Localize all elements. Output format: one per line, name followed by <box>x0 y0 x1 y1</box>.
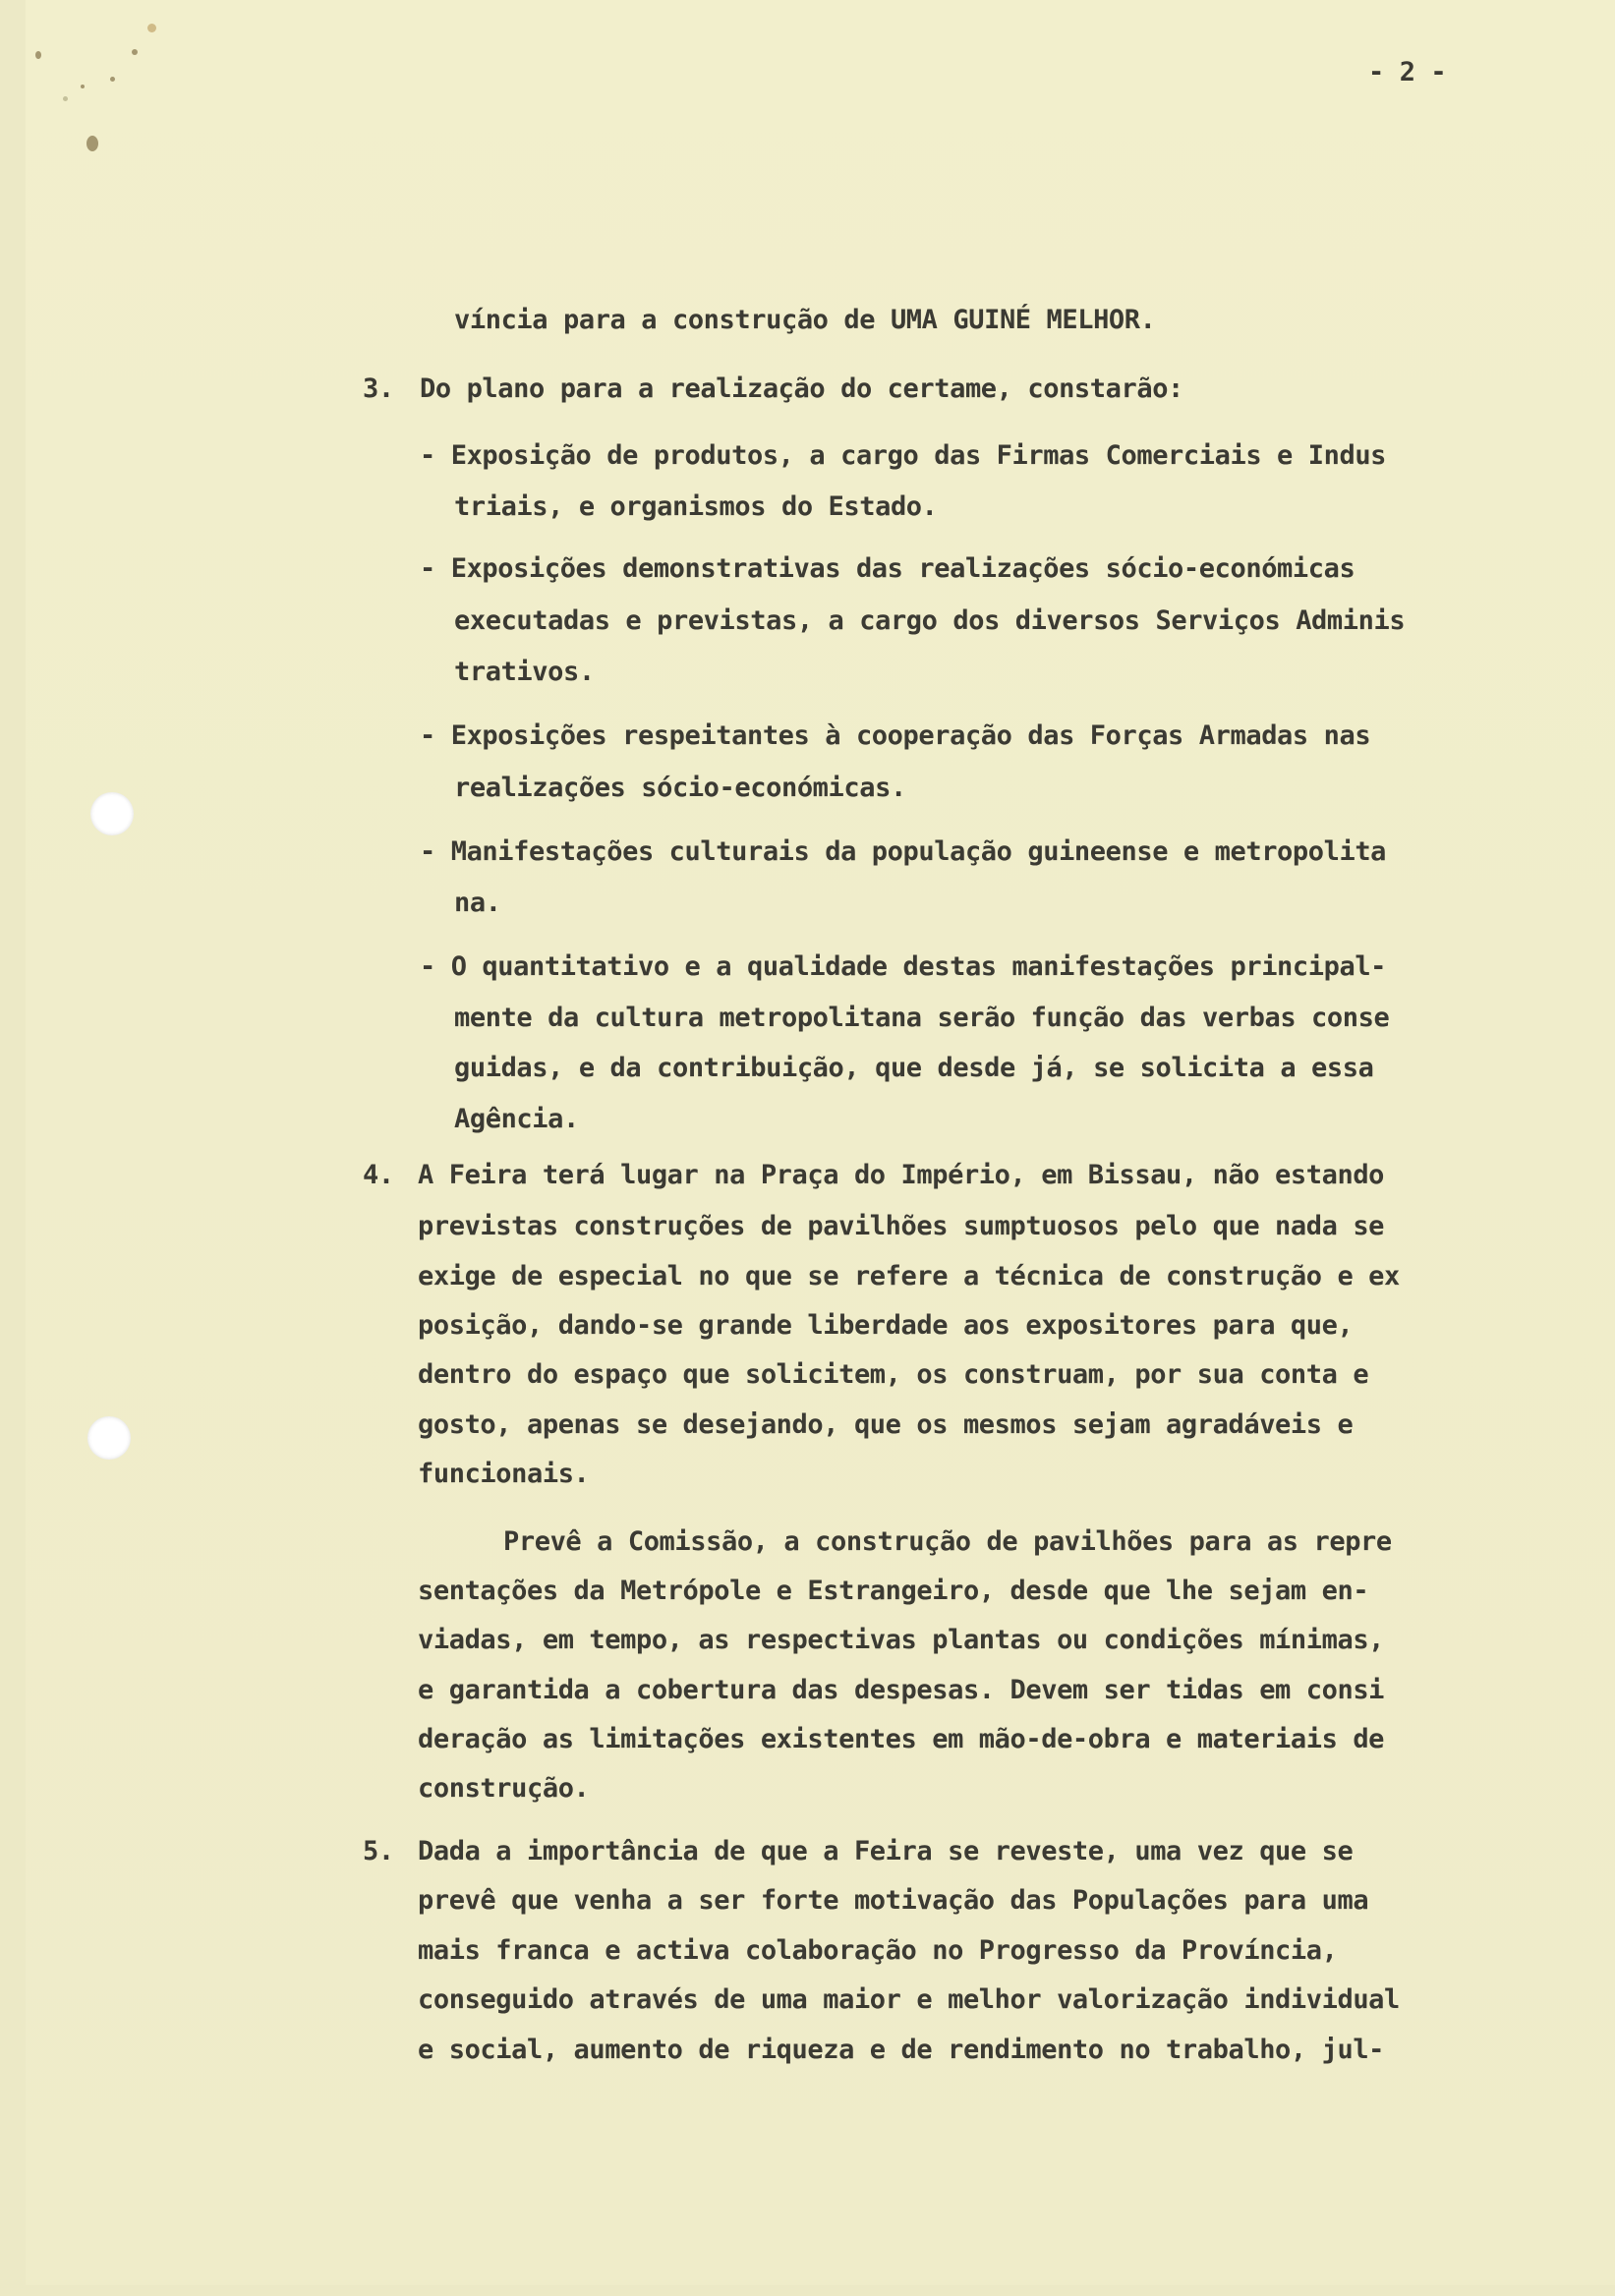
text-line: mente da cultura metropolitana serão função das verbas conse <box>454 1003 1390 1033</box>
ink-spot <box>87 136 98 151</box>
text-line: construção. <box>418 1773 590 1804</box>
text-line: Agência. <box>454 1104 579 1134</box>
text-line: viadas, em tempo, as respectivas plantas ou condições mínimas, <box>418 1625 1385 1655</box>
text-line: sentações da Metrópole e Estrangeiro, desde que lhe sejam en- <box>418 1576 1369 1606</box>
punch-hole <box>87 1416 131 1460</box>
text-line: Do plano para a realização do certame, constarão: <box>420 373 1183 404</box>
ink-spot <box>63 96 68 101</box>
item-number-5: 5. <box>363 1836 394 1866</box>
text-line: A Feira terá lugar na Praça do Império, em Bissau, não estando <box>418 1160 1385 1190</box>
text-line: guidas, e da contribuição, que desde já, se solicita a essa <box>454 1053 1374 1083</box>
text-line: previstas construções de pavilhões sumptuosos pelo que nada se <box>418 1211 1385 1241</box>
text-line: dentro do espaço que solicitem, os construam, por sua conta e <box>418 1359 1369 1390</box>
text-line: - O quantitativo e a qualidade destas manifestações principal- <box>420 951 1387 982</box>
text-line: executadas e previstas, a cargo dos diversos Serviços Adminis <box>454 605 1406 636</box>
text-line: - Exposições demonstrativas das realizações sócio-económicas <box>420 553 1355 584</box>
ink-spot <box>147 24 156 32</box>
ink-spot <box>81 85 85 88</box>
text-line: conseguido através de uma maior e melhor valorização individual <box>418 1984 1400 2015</box>
ink-spot <box>110 77 115 82</box>
text-line: Dada a importância de que a Feira se reveste, uma vez que se <box>418 1836 1354 1866</box>
punch-hole <box>90 792 134 835</box>
text-line: e garantida a cobertura das despesas. Devem ser tidas em consi <box>418 1675 1385 1705</box>
text-line: mais franca e activa colaboração no Progresso da Província, <box>418 1935 1338 1966</box>
text-line: deração as limitações existentes em mão-de-obra e materiais de <box>418 1724 1385 1754</box>
text-line: trativos. <box>454 657 595 687</box>
text-line: na. <box>454 888 501 918</box>
ink-spot <box>35 51 41 59</box>
text-line: posição, dando-se grande liberdade aos expositores para que, <box>418 1310 1354 1341</box>
item-number-3: 3. <box>363 373 394 404</box>
text-line: víncia para a construção de UMA GUINÉ MELHOR. <box>454 305 1156 335</box>
text-line: e social, aumento de riqueza e de rendimento no trabalho, jul- <box>418 2035 1385 2065</box>
text-line: funcionais. <box>418 1459 590 1489</box>
text-line: exige de especial no que se refere a técnica de construção e ex <box>418 1261 1400 1292</box>
text-line: - Exposições respeitantes à cooperação das Forças Armadas nas <box>420 720 1371 751</box>
text-line: Prevê a Comissão, a construção de pavilhões para as repre <box>503 1526 1392 1557</box>
text-line: triais, e organismos do Estado. <box>454 491 938 522</box>
page-number: - 2 - <box>1368 57 1447 87</box>
text-line: - Exposição de produtos, a cargo das Firmas Comerciais e Indus <box>420 440 1387 471</box>
ink-spot <box>132 49 138 55</box>
text-line: gosto, apenas se desejando, que os mesmos sejam agradáveis e <box>418 1409 1354 1440</box>
text-line: realizações sócio-económicas. <box>454 773 906 803</box>
text-line: prevê que venha a ser forte motivação das Populações para uma <box>418 1885 1369 1916</box>
text-line: - Manifestações culturais da população guineense e metropolita <box>420 836 1387 867</box>
item-number-4: 4. <box>363 1160 394 1190</box>
